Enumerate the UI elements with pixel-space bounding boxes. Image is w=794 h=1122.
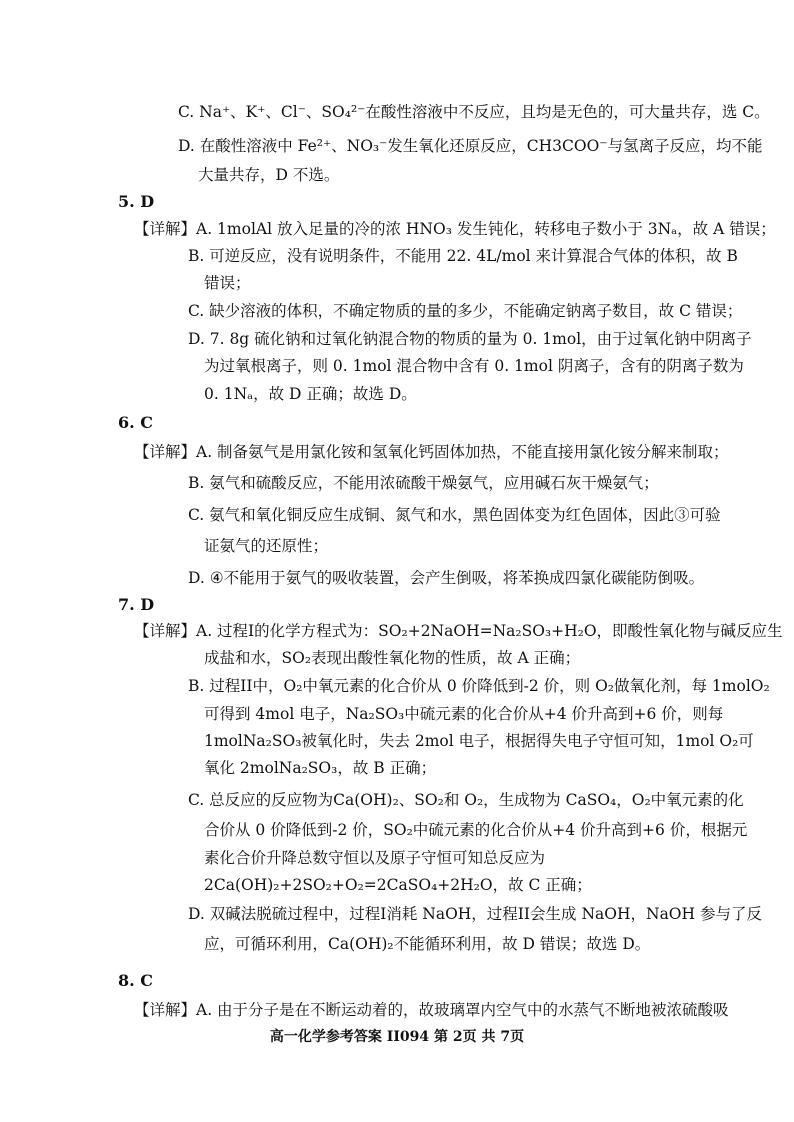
page-footer: 高一化学参考答案 II094 第 2页 共 7页: [269, 1029, 525, 1045]
q5-explain-d: D. 7. 8g 硫化钠和过氧化钠混合物的物质的量为 0. 1mol，由于过氧化钠中阴离子: [188, 330, 752, 348]
q6-explain-b: B. 氨气和硫酸反应，不能用浓硫酸干燥氨气，应用碱石灰干燥氨气；: [188, 474, 659, 492]
q5-explain-b: B. 可逆反应，没有说明条件，不能用 22. 4L/mol 来计算混合气体的体积，故 B: [188, 247, 738, 265]
q7-explain-b-cont3: 氧化 2molNa₂SO₃，故 B 正确；: [204, 759, 437, 777]
q7-explain-b-cont1: 可得到 4mol 电子，Na₂SO₃中硫元素的化合价从+4 价升高到+6 价，则每: [204, 705, 724, 723]
q7-explain-a: 【详解】A. 过程I的化学方程式为：SO₂+2NaOH=Na₂SO₃+H₂O，即酸性氧化物与碱反应生: [134, 622, 783, 640]
option-c-line: C. Na⁺、K⁺、Cl⁻、SO₄²⁻在酸性溶液中不反应，且均是无色的，可大量共存，选 C。: [178, 103, 770, 121]
q6-explain-c-cont: 证氨气的还原性；: [204, 537, 329, 555]
q7-explain-a-cont: 成盐和水，SO₂表现出酸性氧化物的性质，故 A 正确；: [204, 649, 581, 667]
q6-explain-d: D. ④不能用于氨气的吸收装置，会产生倒吸，将苯换成四氯化碳能防倒吸。: [188, 569, 705, 587]
option-d-line: D. 在酸性溶液中 Fe²⁺、NO₃⁻发生氧化还原反应，CH3COO⁻与氢离子反应，均不能: [178, 137, 763, 155]
q7-explain-c-cont1: 合价从 0 价降低到-2 价，SO₂中硫元素的化合价从+4 价升高到+6 价，根据元: [204, 821, 748, 839]
q5-explain-c: C. 缺少溶液的体积，不确定物质的量的多少，不能确定钠离子数目，故 C 错误；: [188, 302, 743, 320]
q6-explain-c: C. 氨气和氧化铜反应生成铜、氮气和水，黑色固体变为红色固体，因此③可验: [188, 506, 721, 524]
q7-explain-b-cont2: 1molNa₂SO₃被氧化时，失去 2mol 电子，根据得失电子守恒可知，1mol O₂可: [204, 732, 754, 750]
option-d-line-cont: 大量共存，D 不选。: [198, 166, 340, 184]
q7-explain-b: B. 过程II中，O₂中氧元素的化合价从 0 价降低到-2 价，则 O₂做氧化剂，每 1molO₂: [188, 677, 770, 695]
q7-equation: 2Ca(OH)₂+2SO₂+O₂=2CaSO₄+2H₂O，故 C 正确；: [204, 876, 592, 894]
q8-explain-a: 【详解】A. 由于分子是在不断运动着的，故玻璃罩内空气中的水蒸气不断地被浓硫酸吸: [134, 1001, 729, 1019]
question-5-answer: 5. D: [118, 192, 155, 211]
q5-explain-d-cont1: 为过氧根离子，则 0. 1mol 混合物中含有 0. 1mol 阴离子，含有的阴离子数为: [204, 357, 744, 375]
question-6-answer: 6. C: [118, 413, 154, 432]
q7-explain-d: D. 双碱法脱硫过程中，过程I消耗 NaOH，过程II会生成 NaOH，NaOH 参与了反: [188, 905, 762, 923]
question-7-answer: 7. D: [118, 595, 155, 614]
q7-explain-c: C. 总反应的反应物为Ca(OH)₂、SO₂和 O₂，生成物为 CaSO₄，O₂中氧元素的化: [188, 791, 744, 809]
q5-explain-a: 【详解】A. 1molAl 放入足量的冷的浓 HNO₃ 发生钝化，转移电子数小于 3Nₐ，故 A 错误；: [134, 220, 776, 238]
question-8-answer: 8. C: [118, 971, 154, 990]
q7-explain-d-cont: 应，可循环利用，Ca(OH)₂不能循环利用，故 D 错误；故选 D。: [204, 935, 651, 953]
q5-explain-b-cont: 错误；: [204, 274, 251, 292]
q5-explain-d-cont2: 0. 1Nₐ，故 D 正确；故选 D。: [204, 385, 417, 403]
q7-explain-c-cont2: 素化合价升降总数守恒以及原子守恒可知总反应为: [204, 849, 546, 867]
q6-explain-a: 【详解】A. 制备氨气是用氯化铵和氢氧化钙固体加热，不能直接用氯化铵分解来制取；: [134, 443, 729, 461]
